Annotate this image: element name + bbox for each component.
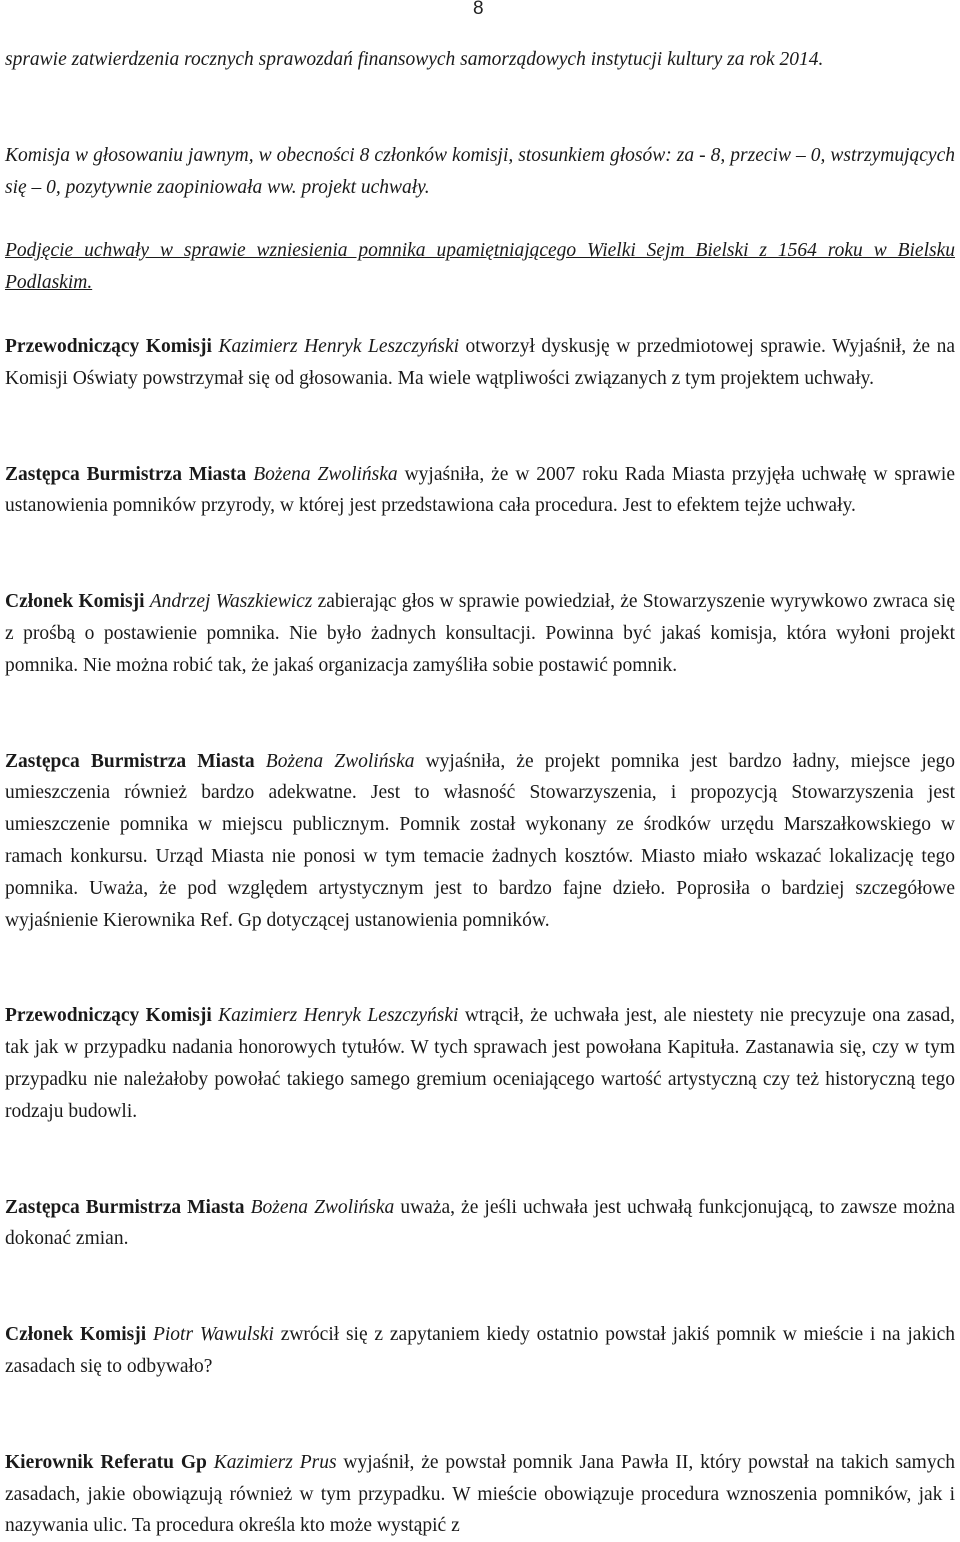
statement-paragraph [5,746,955,937]
speaker-name: Bożena Zwolińska [265,750,415,772]
spacer [5,395,955,459]
statement-text: zwrócił się z zapytaniem kiedy ostatnio powstał jakiś pomnik w mieście i na jakich zasadach się to odbywało? [5,1324,956,1377]
spacer [5,682,955,746]
speaker-role: Przewodniczący Komisji [5,1005,212,1027]
statement-text: wyjaśniła, że projekt pomnika jest bardzo ładny, miejsce jego umieszczenia również bardzo adekwatne. Jest to własność Stowarzyszenia, i propozycją Stowarzyszenia jest umieszczenie pomnika w miejscu publicznym. Pomnik został wykonany ze środków urzędu Marszałkowskiego w ramach konkursu. Urząd Miasta nie ponosi w tym temacie żadnych kosztów. Miasto miało wskazać lokalizację tego pomnika. Uważa, że pod względem artystycznym jest to bardzo fajne dzieło. Poprosiła o bardziej szczegółowe wyjaśnienie Kierownika Ref. Gp dotyczącej ustanowienia pomników. [5,750,956,931]
agenda-item-heading: Podjęcie uchwały w sprawie wzniesienia pomnika upamiętniającego Wielki Sejm Bielski z 1564 roku w Bielsku Podlaskim. [5,240,955,294]
statement-paragraph [5,331,955,395]
paragraph-vote-result: Komisja w głosowaniu jawnym, w obecności 8 członków komisji, stosunkiem głosów: za - 8, przeciw – 0, wstrzymujących się – 0, pozytywnie zaopiniowała ww. projekt uchwały. [5,144,955,198]
statement-text: zabierając głos w sprawie powiedział, że Stowarzyszenie wyrywkowo zwraca się z prośbą o postawienie pomnika. Nie było żadnych konsultacji. Powinna być jakaś komisja, która wyłoni projekt pomnika. Nie można robić tak, że jakaś organizacja zamyśliła sobie postawić pomnik. [5,591,955,676]
spacer [5,1383,955,1447]
statement-paragraph [5,586,955,681]
statement-text: wyjaśniła, że w 2007 roku Rada Miasta przyjęła uchwałę w sprawie ustanowienia pomników przyrody, w której jest przedstawiona cała procedura. Jest to efektem tejże uchwały. [5,463,956,517]
spacer [5,299,955,331]
statement-paragraph [5,1192,955,1256]
spacer [5,76,955,140]
speaker-role: Zastępca Burmistrza Miasta [5,750,255,772]
statement-paragraph [5,459,955,523]
speaker-role: Przewodniczący Komisji [5,335,212,357]
speaker-name: Kazimierz Henryk Leszczyński [218,335,460,357]
speaker-role: Zastępca Burmistrza Miasta [5,1196,245,1218]
speaker-role: Członek Komisji [5,1324,147,1346]
speaker-name: Bożena Zwolińska [253,463,398,485]
paragraph-resolution-approval: sprawie zatwierdzenia rocznych sprawozdań finansowych samorządowych instytucji kultury za rok 2014. [5,49,824,70]
speaker-role: Kierownik Referatu Gp [5,1451,207,1473]
spacer [5,1128,955,1192]
statement-paragraph [5,1319,955,1383]
speaker-role: Zastępca Burmistrza Miasta [5,463,247,485]
spacer [5,936,955,1000]
statement-paragraph [5,1000,955,1127]
speaker-name: Andrzej Waszkiewicz [149,591,313,613]
statement-text: wyjaśnił, że powstał pomnik Jana Pawła II, który powstał na takich samych zasadach, jakie obowiązują również w tym przypadku. W mieście obowiązuje procedura wznoszenia pomników, jak i nazywania ulic. Ta procedura określa kto może wystąpić z [5,1451,955,1537]
statement-text: wtrącił, że uchwała jest, ale niestety nie precyzuje ona zasad, tak jak w przypadku nadania honorowych tytułów. W tych sprawach jest powołana Kapituła. Zastanawia się, czy w tym przypadku nie należałoby powołać takiego samego gremium oceniającego wartość artystyczną czy też historyczną tego rodzaju budowli. [5,1005,956,1122]
speaker-name: Piotr Wawulski [152,1324,274,1346]
speaker-name: Kazimierz Henryk Leszczyński [218,1005,459,1027]
statement-text: otworzył dyskusję w przedmiotowej sprawie. Wyjaśnił, że na Komisji Oświaty powstrzymał się od głosowania. Ma wiele wątpliwości związanych z tym projektem uchwały. [5,335,955,389]
document-body [5,44,955,1542]
spacer [5,1255,955,1319]
page-number: 8 [473,0,484,19]
spacer [5,522,955,586]
spacer [5,203,955,235]
statement-text: uważa, że jeśli uchwała jest uchwałą funkcjonującą, to zawsze można dokonać zmian. [5,1196,956,1250]
speaker-role: Członek Komisji [5,591,145,613]
statement-paragraph [5,1447,955,1542]
speaker-name: Kazimierz Prus [213,1451,337,1473]
speaker-name: Bożena Zwolińska [250,1196,395,1218]
